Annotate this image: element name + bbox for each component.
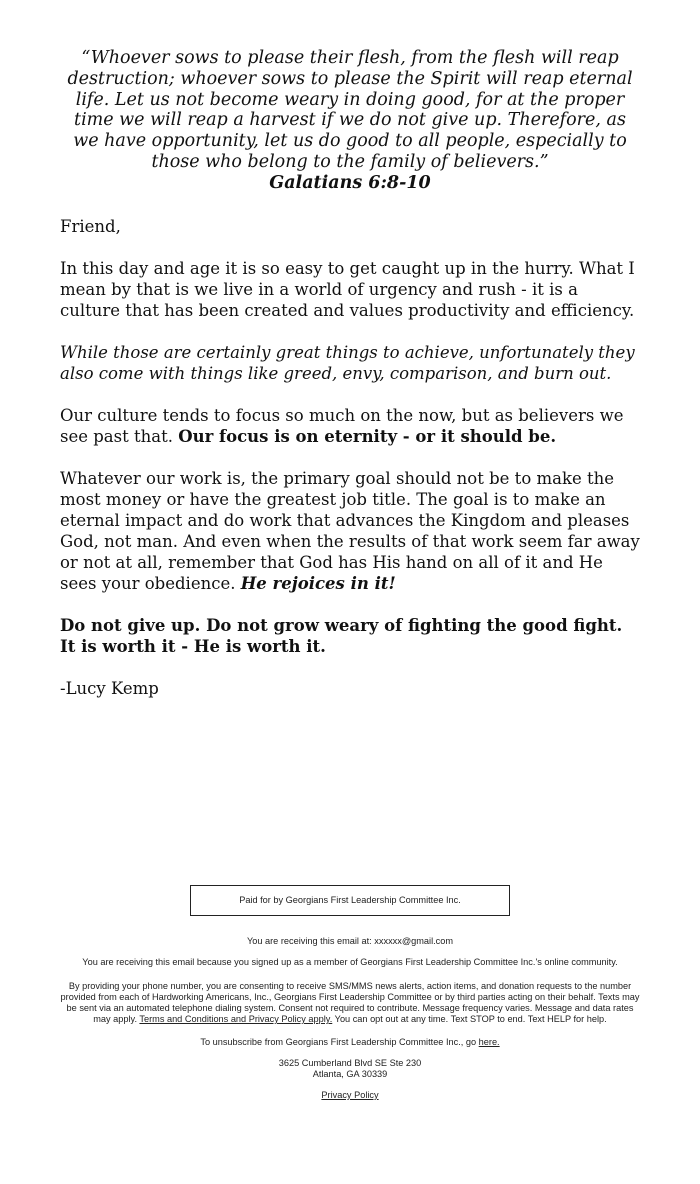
disclaimer-text-end: You can opt out at any time. Text STOP to end. Text HELP for help.: [334, 1014, 607, 1024]
unsubscribe-text: To unsubscribe from Georgians First Leadership Committee Inc., go: [200, 1037, 477, 1047]
signup-reason: You are receiving this email because you signed up as a member of Georgians First Leadership Committee Inc.'s online community.: [82, 957, 618, 967]
unsubscribe-line: [0, 1037, 700, 1048]
receiving-email-line: [0, 936, 700, 947]
paragraph-4-emphasis: He rejoices in it!: [240, 573, 396, 593]
terms-link[interactable]: Terms and Conditions and Privacy Policy apply.: [139, 1014, 333, 1024]
receiving-prefix: You are receiving this email at:: [246, 936, 372, 946]
privacy-policy-link[interactable]: Privacy Policy: [321, 1090, 379, 1100]
address-line-2: Atlanta, GA 30339: [312, 1069, 388, 1079]
paid-for-text: Paid for by Georgians First Leadership Committee Inc.: [239, 895, 461, 905]
disclaimer-text: By providing your phone number, you are consenting to receive SMS/MMS news alerts, action items, and donation requests to the number provided from each of Hardworking Americans, Inc., Georgians First Leadership Committee or by third parties acting on their behalf. Texts may be sent via an automated telephone dialing system. Consent not required to contribute. Message frequency varies. Message and data rates may apply.: [60, 981, 640, 1024]
paragraph-3-bold: Our focus is on eternity - or it should be.: [178, 426, 557, 446]
quote-reference: Galatians 6:8-10: [269, 172, 431, 193]
paragraph-4: [60, 468, 640, 594]
greeting: Friend,: [60, 216, 121, 236]
signature: -Lucy Kemp: [60, 678, 159, 698]
email-footer: [0, 885, 700, 1101]
paragraph-3: [60, 405, 640, 447]
paragraph-5: Do not give up. Do not grow weary of fighting the good fight. It is worth it - He is worth it.: [60, 615, 623, 656]
paragraph-2: While those are certainly great things to achieve, unfortunately they also come with things like greed, envy, comparison, and burn out.: [60, 342, 635, 383]
recipient-email: xxxxxx@gmail.com: [374, 936, 454, 946]
address-line-1: 3625 Cumberland Blvd SE Ste 230: [278, 1058, 422, 1068]
quote-text: “Whoever sows to please their flesh, from the flesh will reap destruction; whoever sows to please the Spirit will reap eternal life. Let us not become weary in doing good, for at the proper time we will reap a harvest if we do not give up. Therefore, as we have opportunity, let us do good to all people, especially to those who belong to the family of believers.”: [67, 48, 633, 172]
paragraph-1: In this day and age it is so easy to get caught up in the hurry. What I mean by that is we live in a world of urgency and rush - it is a culture that has been created and values productivity and efficiency.: [60, 258, 635, 320]
scripture-quote: [60, 48, 640, 194]
paragraph-3-text: Our culture tends to focus so much on the now, but as believers we see past that.: [60, 405, 624, 446]
paid-for-box: [190, 885, 510, 916]
sms-disclaimer: [58, 981, 642, 1025]
email-body: [60, 48, 640, 699]
paragraph-4-text: Whatever our work is, the primary goal should not be to make the most money or have the greatest job title. The goal is to make an eternal impact and do work that advances the Kingdom and pleases God, not man. And even when the results of that work seem far away or not at all, remember that God has His hand on all of it and He sees your obedience.: [60, 468, 640, 593]
unsubscribe-link[interactable]: here.: [478, 1037, 500, 1047]
